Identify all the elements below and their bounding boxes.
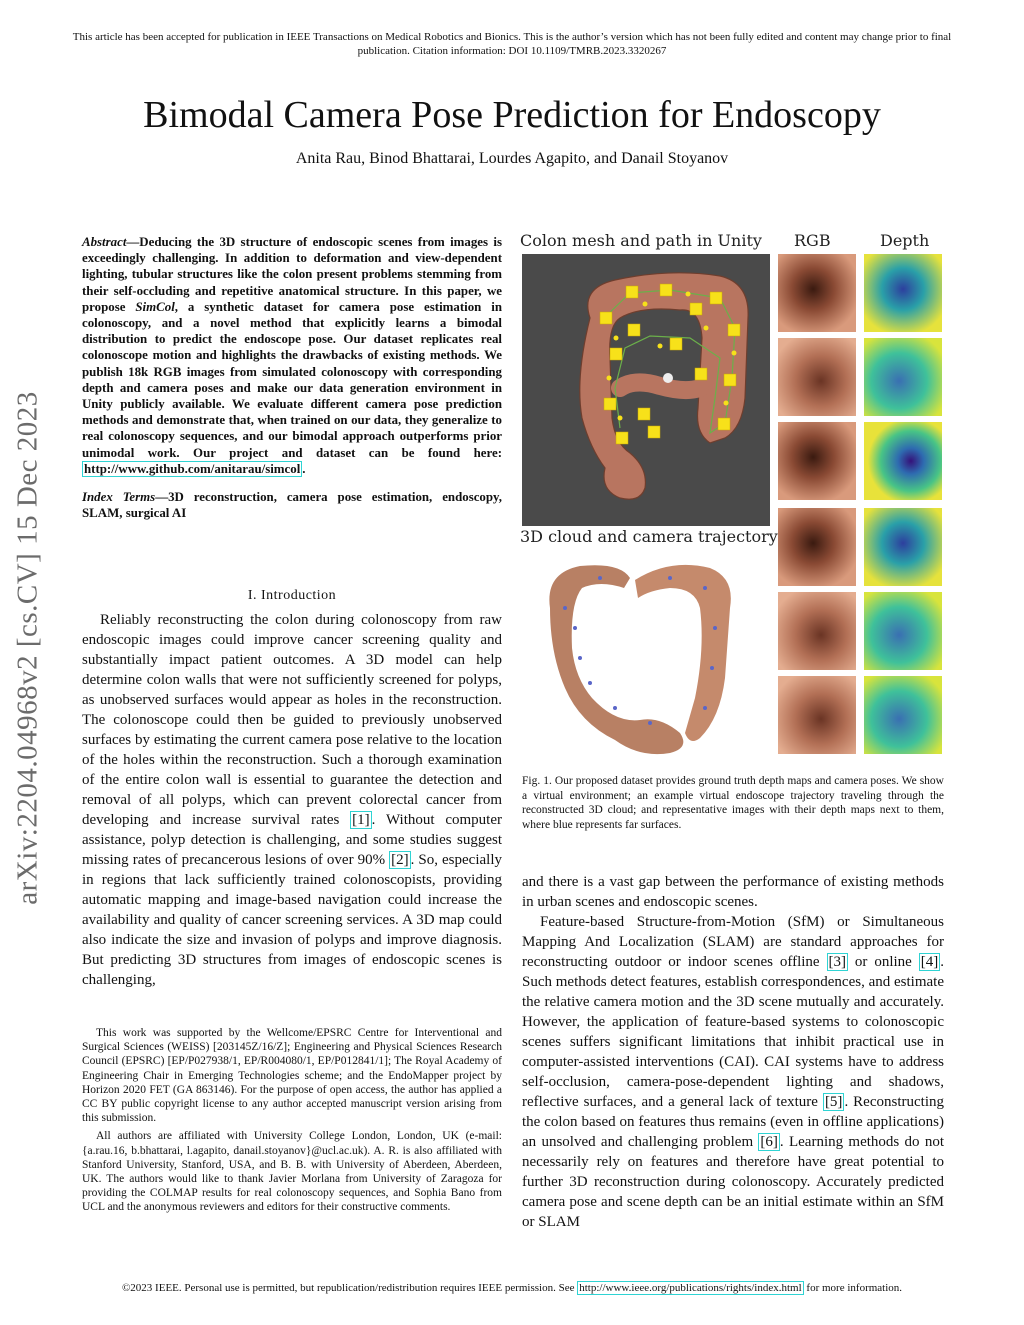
right-text-a: Feature-based Structure-from-Motion (SfM) or Simultaneous Mapping And Localization (SLAM) are standard approaches for reconstructing outdoor or indoor scenes offline [522, 914, 944, 970]
abstract-text-1: —Deducing the 3D structure of endoscopic scenes from images is exceedingly challenging. In addition to deformation and view-dependent lighting, tubular structures like the colon present problems stemming from their self-occluding and repetitive anatomical structure. In this paper, we propose [82, 235, 502, 314]
label-depth: Depth [880, 231, 930, 250]
arxiv-sidebar [0, 0, 60, 1325]
arxiv-id[interactable]: arXiv:2204.04968v2 [cs.CV] 15 Dec 2023 [11, 391, 44, 905]
paper-authors: Anita Rau, Binod Bhattarai, Lourdes Agapito, and Danail Stoyanov [295, 150, 729, 167]
label-mesh: Colon mesh and path in Unity [520, 231, 762, 250]
citation-4[interactable]: [4] [920, 954, 939, 970]
citation-5[interactable]: [5] [824, 1094, 843, 1110]
right-text-c: . Such methods detect features, establish correspondences, and estimate the relative camera motion and the 3D scene mutually and accurately. However, the application of feature-based systems to colonoscopic scenes suffers significant limitations that inhibit practical use in computer-assisted interventions (CAI). CAI systems have to address self-occlusion, camera-pose-dependent lighting and shadows, reflective surfaces, and a general lack of texture [522, 954, 944, 1110]
project-link[interactable]: http://www.github.com/anitarau/simcol [84, 461, 301, 476]
right-paragraph-1: and there is a vast gap between the performance of existing methods in urban scenes and endoscopic scenes. [522, 874, 944, 910]
point-cloud-panel [549, 565, 730, 754]
abstract-simcol: SimCol [135, 299, 175, 314]
depth-map-column [864, 254, 942, 754]
abstract-text-2: , a synthetic dataset for camera pose estimation in colonoscopy, and a novel method that explicitly learns a bimodal distribution to predict the endoscope pose. Our dataset replicates real colonoscope motion and highlights the drawbacks of existing methods. We publish 18k RGB images from simulated colonoscopy with corresponding depth and camera poses and make our data generation environment in Unity publicly available. We evaluate different camera pose prediction methods and demonstrate that, when trained on our data, they generalize to real colonoscopy sequences, and our bimodal approach outperforms prior unimodal work. Our project and dataset can be found here: [82, 299, 502, 460]
footnote-funding: This work was supported by the Wellcome/EPSRC Centre for Interventional and Surgical Sciences (WEISS) [203145Z/16/Z]; Engineering and Physical Sciences Research Council (EPSRC) [EP/P027938/1, EP/R004080/1, EP/P012841/1]; The Royal Academy of Engineering Chair in Emerging Technologies scheme; and the EndoMapper project by Horizon 2020 FET (GA 863146). For the purpose of open access, the author has applied a CC BY public copyright license to any author accepted manuscript version arising from this submission. [82, 1027, 502, 1125]
index-terms-label: Index Terms [82, 490, 156, 505]
intro-text-a: Reliably reconstructing the colon during colonoscopy from raw endoscopic images could improve cancer screening quality and substantially impact patient outcomes. A 3D model can help determine colon walls that were not sufficiently screened for polyps, as unobserved surfaces would appear as holes in the reconstruction. The colonoscope could then be guided to previously unobserved surfaces by estimating the current camera pose relative to the location of the holes within the reconstruction. Such a thorough examination of the entire colon wall is essential to guarantee the detection and removal of all polyps, which can prevent colorectal cancer from developing and increase survival rates [82, 612, 502, 828]
citation-1[interactable]: [1] [352, 812, 370, 828]
copyright-footer [60, 1282, 964, 1294]
copyright-text-a: ©2023 IEEE. Personal use is permitted, but republication/redistribution requires IEEE permission. See [121, 1282, 578, 1294]
section-heading: I. Introduction [247, 588, 337, 603]
label-cloud: 3D cloud and camera trajectory [520, 527, 778, 546]
rgb-image-column [778, 254, 856, 754]
unity-colon-panel [522, 254, 770, 526]
copyright-text-b: for more information. [803, 1282, 903, 1294]
header-note: This article has been accepted for publication in IEEE Transactions on Medical Robotics and Bionics. This is the author’s version which has not been fully edited and content may change prior to final publication. Citation information: DOI 10.1109/TMRB.2023.3320267 [72, 31, 952, 57]
footnote-affiliations: All authors are affiliated with University College London, London, UK (e-mail:{a.rau.16, b.bhattarai, l.agapito, danail.stoyanov}@ucl.ac.uk). A. R. is also affiliated with Stanford University, Stanford, USA, and B. B. with University of Aberdeen, Aberdeen, UK. The authors would like to thank Javier Morlana from University of Zaragoza for providing the COLMAP results for real colonoscopy sequences, and Sophia Bano from UCL and the anonymous reviewers and editors for their constructive comments. [82, 1130, 502, 1214]
right-paragraph-2 [522, 912, 944, 1232]
right-column-text [522, 872, 944, 1232]
footnotes [82, 1026, 502, 1215]
figure-caption: Fig. 1. Our proposed dataset provides ground truth depth maps and camera poses. We show a virtual environment; an example virtual endoscope trajectory traveling through the reconstructed 3D cloud; and representative images with their depth maps next to them, where blue represents far surfaces. [522, 775, 944, 831]
label-rgb: RGB [794, 231, 831, 250]
citation-3[interactable]: [3] [828, 954, 846, 970]
abstract-label: Abstract [82, 235, 127, 249]
right-text-e: . Learning methods do not necessarily rely on features and therefore have great potential to further 3D reconstruction during colonoscopy. Accurately predicted camera pose and scene depth can be an initial estimate within an SfM or SLAM [522, 1134, 944, 1230]
abstract-end: . [302, 461, 306, 476]
right-text-d: . Reconstructing the colon based on features thus remains (even in offline applications) an unsolved and challenging problem [522, 1094, 944, 1150]
right-text-b: or online [848, 954, 919, 970]
paper-title: Bimodal Camera Pose Prediction for Endoscopy [143, 94, 881, 136]
citation-6[interactable]: [6] [760, 1134, 778, 1150]
index-terms [82, 489, 502, 521]
figure-1 [520, 228, 944, 768]
camera-icon [663, 373, 673, 383]
intro-paragraph [82, 610, 502, 990]
index-terms-text: —3D reconstruction, camera pose estimation, endoscopy, SLAM, surgical AI [82, 490, 503, 521]
figure-graphic [520, 228, 944, 768]
intro-text-c: . So, especially in regions that lack sufficiently trained colonoscopists, providing automatic mapping and image-based navigation could increase the availability and quality of cancer screening services. A 3D map could also indicate the size and invasion of polyps and improve diagnosis. But predicting 3D structures from images of endoscopic scenes is challenging, [82, 852, 502, 988]
intro-text-b: . Without computer assistance, polyp detection is challenging, and some studies suggest missing rates of precancerous lesions of over 90% [82, 812, 502, 868]
abstract [82, 234, 502, 521]
ieee-rights-link[interactable]: http://www.ieee.org/publications/rights/index.html [579, 1282, 802, 1294]
citation-2[interactable]: [2] [391, 852, 409, 868]
